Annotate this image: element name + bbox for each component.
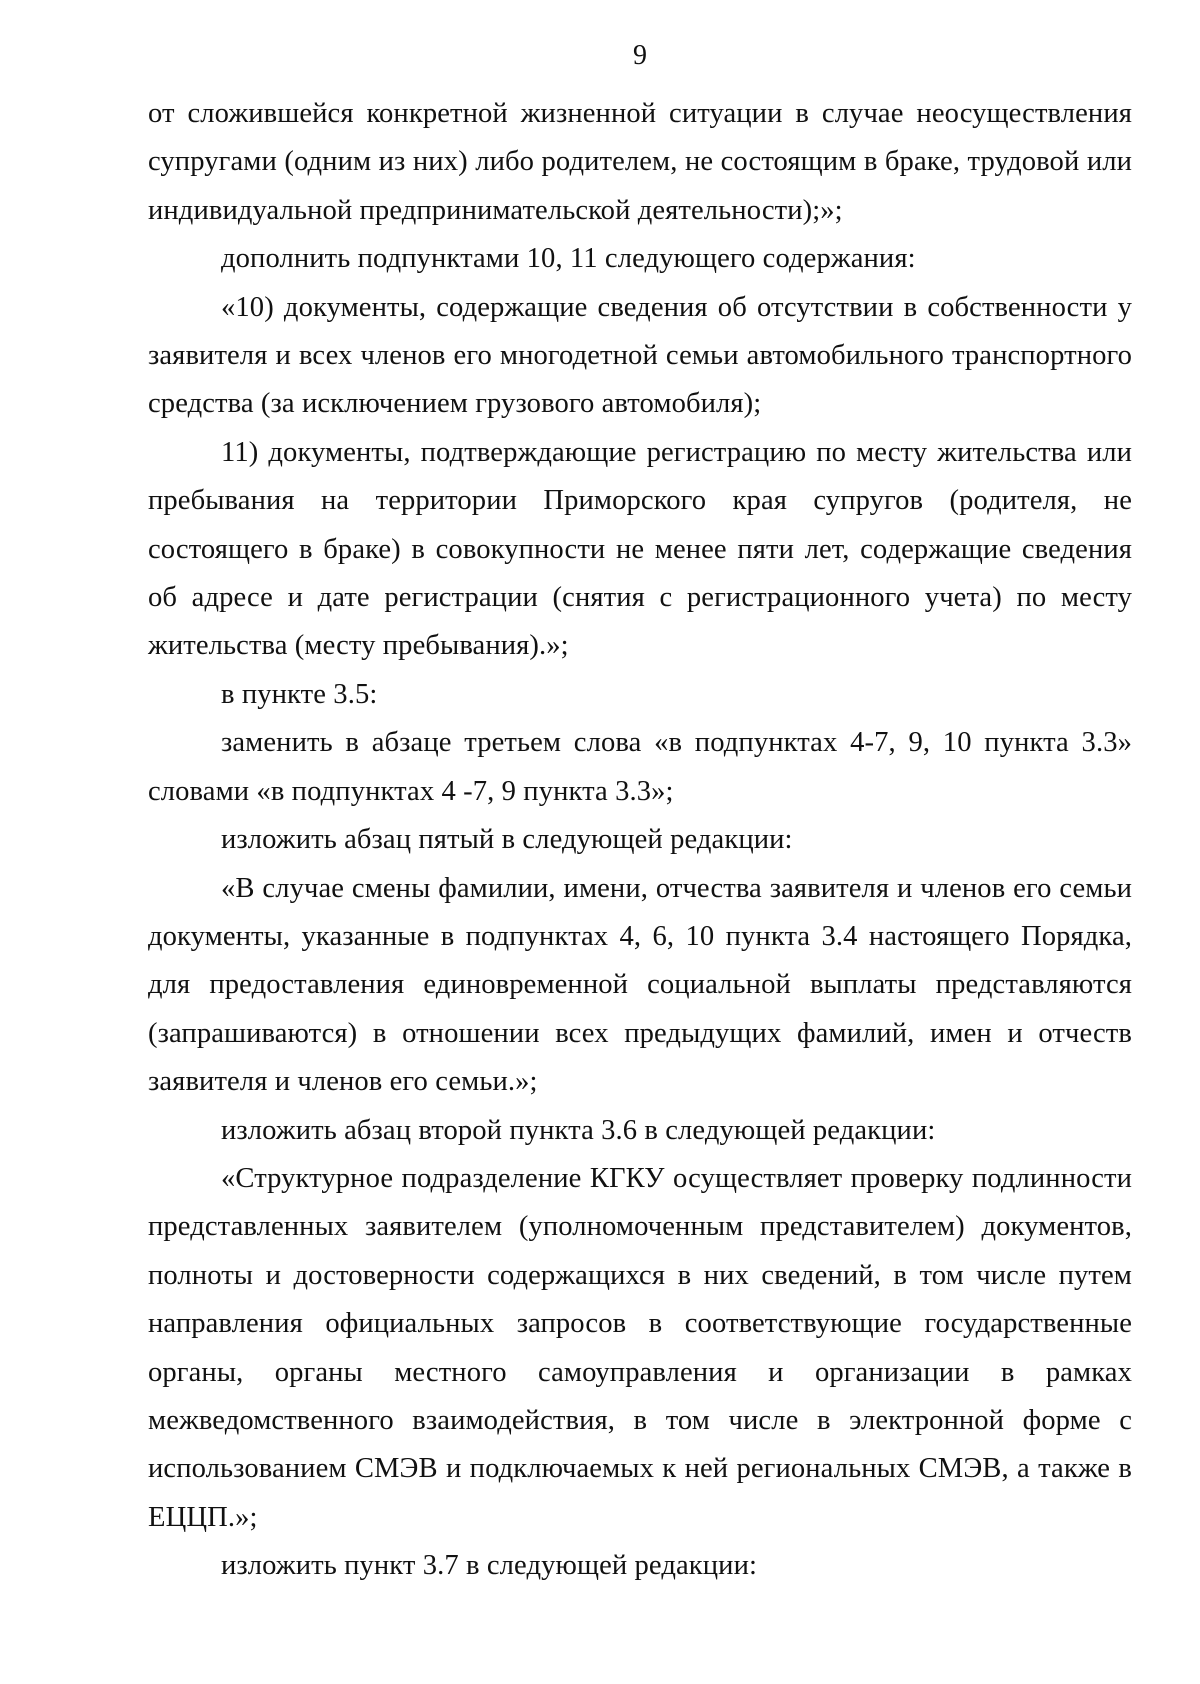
paragraph-subitem-11: 11) документы, подтверждающие регистрацию по месту жительства или пребывания на территории Приморского края супругов (родителя, не состоящего в браке) в совокупности не менее пяти лет, содержащие сведения об адресе и дате регистрации (снятия с регистрационного учета) по месту жительства (месту пребывания).»; (148, 436, 1132, 662)
paragraph-point-3-5: в пункте 3.5: (221, 678, 378, 710)
paragraph-point-3-6-heading: изложить абзац второй пункта 3.6 в следующей редакции: (221, 1114, 936, 1146)
paragraph-subitem-10: «10) документы, содержащие сведения об отсутствии в собственности у заявителя и всех членов его многодетной семьи автомобильного транспортного средства (за исключением грузового автомобиля); (148, 291, 1132, 420)
paragraph-add-subitems: дополнить подпунктами 10, 11 следующего содержания: (221, 243, 916, 275)
paragraph-point-3-7-heading: изложить пункт 3.7 в следующей редакции: (221, 1550, 758, 1582)
document-body (148, 90, 1132, 1591)
paragraph-continuation: от сложившейся конкретной жизненной ситуации в случае неосуществления супругами (одним из них) либо родителем, не состоящим в браке, трудовой или индивидуальной предпринимательской деятельности);»; (148, 98, 1132, 226)
paragraph-name-change: «В случае смены фамилии, имени, отчества заявителя и членов его семьи документы, указанные в подпунктах 4, 6, 10 пункта 3.4 настоящего Порядка, для предоставления единовременной социальной выплаты представляются (запрашиваются) в отношении всех предыдущих фамилий, имен и отчеств заявителя и членов его семьи.»; (148, 872, 1132, 1098)
paragraph-verification: «Структурное подразделение КГКУ осуществляет проверку подлинности представленных заявителем (уполномоченным представителем) документов, полноты и достоверности содержащихся в них сведений, в том числе путем направления официальных запросов в соответствующие государственные органы, органы местного самоуправления и организации в рамках межведомственного взаимодействия, в том числе в электронной форме с использованием СМЭВ и подключаемых к ней региональных СМЭВ, а также в ЕЦЦП.»; (148, 1162, 1132, 1533)
paragraph-replace-words: заменить в абзаце третьем слова «в подпунктах 4-7, 9, 10 пункта 3.3» словами «в подпунктах 4 -7, 9 пункта 3.3»; (148, 727, 1132, 807)
page-number: 9 (633, 40, 647, 71)
paragraph-fifth-heading: изложить абзац пятый в следующей редакции: (221, 824, 793, 856)
